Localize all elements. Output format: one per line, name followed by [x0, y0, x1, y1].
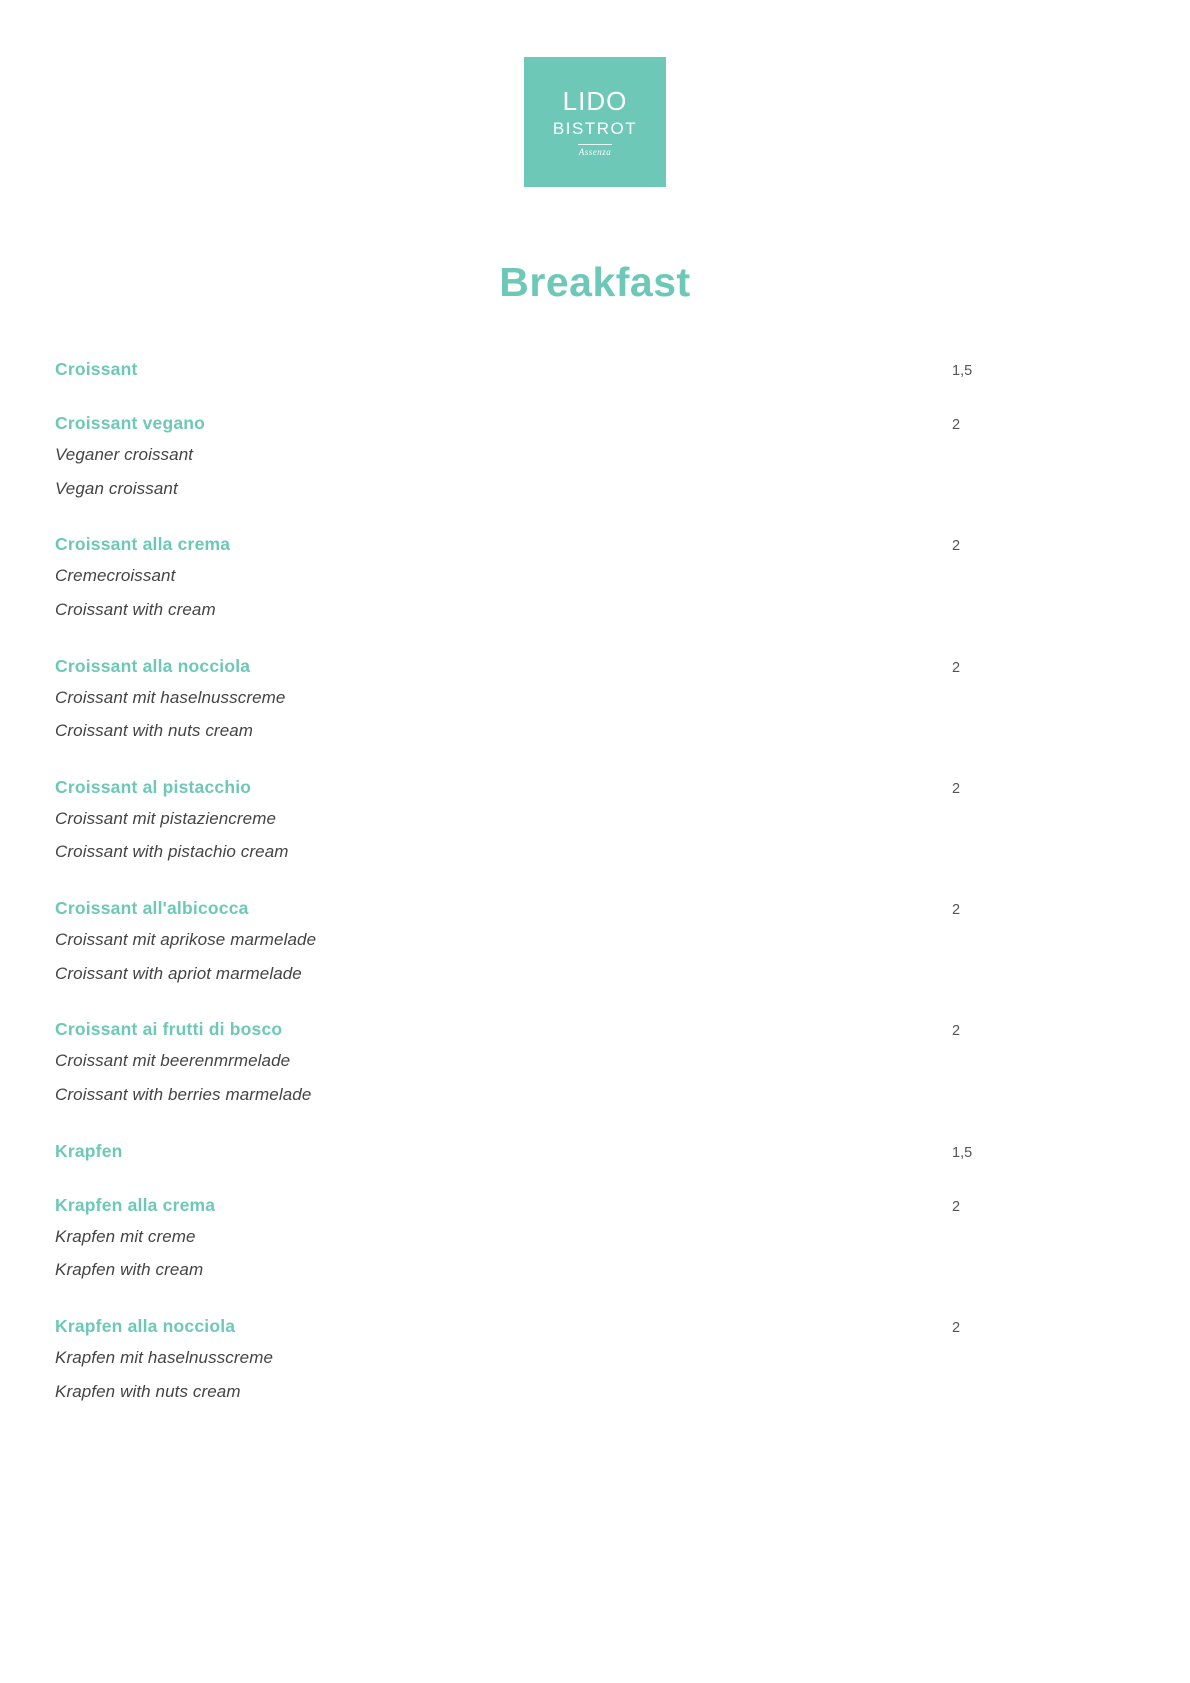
menu-item-name: Croissant	[55, 359, 138, 379]
menu-item-description-en: Croissant with apriot marmelade	[55, 963, 302, 983]
menu-item-header	[55, 1019, 1135, 1040]
menu-item-header	[55, 1195, 1135, 1216]
menu-item-price: 2	[952, 902, 961, 919]
menu-item-description-en: Croissant with cream	[55, 599, 216, 619]
menu-item-description-de: Croissant mit pistaziencreme	[55, 808, 277, 828]
menu-item-header	[55, 656, 1135, 677]
menu-item-name: Croissant al pistacchio	[55, 776, 252, 797]
menu-item-name: Croissant alla crema	[55, 534, 231, 555]
menu-item-name: Krapfen	[55, 1140, 123, 1161]
menu-item-description-de: Croissant mit aprikose marmelade	[55, 930, 317, 950]
menu-item-description-de: Croissant mit beerenmrmelade	[55, 1051, 291, 1071]
menu-item-price: 1,5	[952, 363, 973, 379]
logo-divider	[578, 144, 612, 145]
menu-item-description-de: Cremecroissant	[55, 566, 176, 586]
menu-item-name: Croissant ai frutti di bosco	[55, 1019, 283, 1040]
menu-item-name: Croissant vegano	[55, 413, 206, 433]
menu-item-price: 2	[952, 780, 961, 797]
menu-item-header	[55, 413, 1135, 434]
menu-item-price: 2	[952, 1198, 961, 1215]
menu-item-price: 2	[952, 1023, 961, 1040]
menu-item-price: 2	[952, 659, 961, 676]
menu-item	[55, 413, 1135, 501]
menu-item-price: 2	[952, 417, 961, 433]
page-title: Breakfast	[499, 259, 691, 305]
logo-container	[0, 0, 1190, 187]
menu-item-description-en: Croissant with berries marmelade	[55, 1085, 312, 1105]
logo-brand-line1: LIDO	[562, 85, 628, 116]
menu-item-header	[55, 359, 1135, 380]
menu-item-description-de: Krapfen mit creme	[55, 1226, 196, 1246]
menu-item	[55, 777, 1135, 865]
menu-item	[55, 534, 1135, 622]
menu-item-description-de: Croissant mit haselnusscreme	[55, 687, 286, 707]
logo-brand-line2: BISTROT	[552, 118, 638, 138]
menu-item-header	[55, 777, 1135, 798]
menu-item-header	[55, 898, 1135, 919]
menu-item	[55, 1141, 1135, 1162]
menu-item-description-en: Krapfen with cream	[55, 1260, 204, 1280]
menu-item-header	[55, 534, 1135, 555]
logo-location: Assenza	[578, 146, 612, 157]
menu-item-description-en: Croissant with pistachio cream	[55, 842, 289, 862]
menu-item	[55, 1019, 1135, 1107]
menu-item-name: Krapfen alla nocciola	[55, 1315, 236, 1336]
lido-bistrot-logo	[524, 57, 666, 187]
menu-item-description-en: Krapfen with nuts cream	[55, 1381, 241, 1401]
menu-item-name: Croissant alla nocciola	[55, 655, 251, 676]
menu-item	[55, 656, 1135, 744]
menu-item-header	[55, 1141, 1135, 1162]
menu-item-description-de: Krapfen mit haselnusscreme	[55, 1347, 274, 1367]
menu-item	[55, 359, 1135, 380]
menu-item-price: 2	[952, 538, 961, 555]
menu-item	[55, 1316, 1135, 1404]
menu-item-price: 2	[952, 1319, 961, 1336]
menu-item-name: Croissant all'albicocca	[55, 898, 249, 919]
menu-item-description-en: Croissant with nuts cream	[55, 721, 254, 741]
menu-item-header	[55, 1316, 1135, 1337]
menu-item-name: Krapfen alla crema	[55, 1194, 216, 1215]
menu-item	[55, 1195, 1135, 1283]
menu-item	[55, 898, 1135, 986]
menu-item-description-de: Veganer croissant	[55, 445, 194, 464]
menu-item-price: 1,5	[952, 1144, 973, 1161]
menu-item-description-en: Vegan croissant	[55, 478, 178, 498]
menu-list	[0, 359, 1190, 1497]
